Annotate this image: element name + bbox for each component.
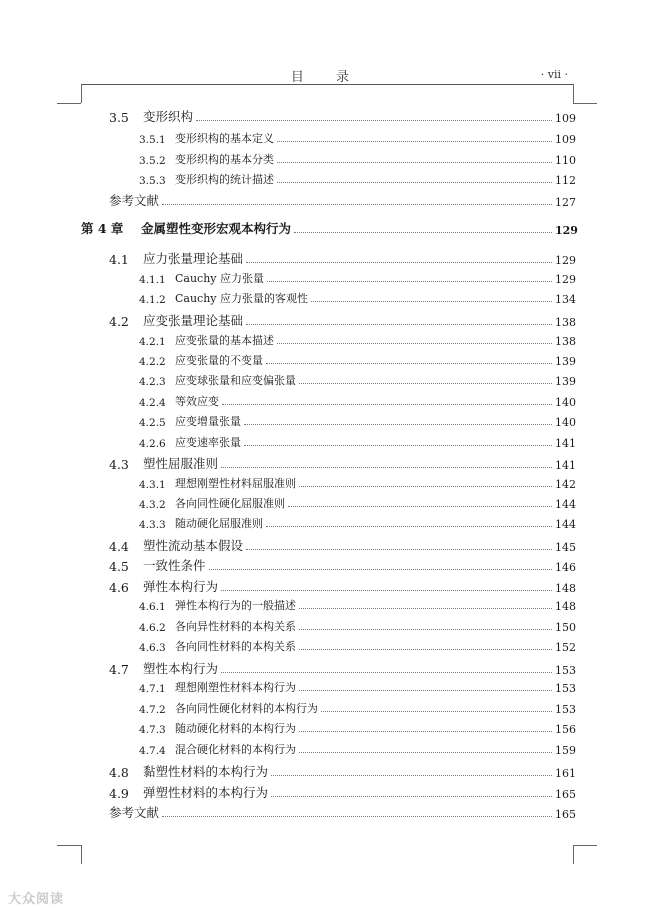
- toc-entry[interactable]: [139, 515, 576, 531]
- toc-entry-title: 应变球张量和应变偏张量: [175, 374, 296, 387]
- dot-leader: [299, 649, 552, 650]
- toc-entry-title: 弹塑性材料的本构行为: [143, 785, 269, 800]
- toc-entry-number: 4.7.2: [139, 704, 166, 716]
- toc-entry[interactable]: [109, 107, 576, 125]
- toc-entry-title: 变形织构的统计描述: [175, 173, 274, 186]
- toc-entry-number: 4.2.1: [139, 336, 166, 348]
- dot-leader: [299, 486, 552, 487]
- toc-entry-title: 变形织构: [143, 109, 194, 124]
- toc-entry-page: 150: [555, 621, 576, 634]
- toc-entry-title: 应变张量的基本描述: [175, 334, 274, 347]
- toc-entry-page: 109: [555, 112, 576, 125]
- toc-entry-page: 148: [555, 582, 576, 595]
- toc-entry-title: 应力张量理论基础: [143, 251, 244, 266]
- dot-leader: [277, 162, 552, 163]
- toc-entry-page: 142: [555, 478, 576, 491]
- toc-entry[interactable]: [139, 270, 576, 286]
- toc-entry-page: 139: [555, 355, 576, 368]
- toc-entry-number: 4.7: [109, 662, 129, 677]
- dot-leader: [196, 120, 552, 121]
- dot-leader: [222, 404, 552, 405]
- toc-entry-title: 黏塑性材料的本构行为: [143, 764, 269, 779]
- toc-entry-title: 各向异性材料的本构关系: [175, 620, 296, 633]
- toc-entry-page: 138: [555, 335, 576, 348]
- dot-leader: [299, 690, 552, 691]
- toc-entry-title: 应变增量张量: [175, 415, 241, 428]
- dot-leader: [246, 549, 552, 550]
- toc-entry-page: 134: [555, 293, 576, 306]
- toc-entry-page: 109: [555, 133, 576, 146]
- toc-entry-number: 4.7.3: [139, 724, 166, 736]
- toc-entry-number: 3.5.2: [139, 155, 166, 167]
- header-rule: [81, 84, 573, 85]
- toc-entry[interactable]: [109, 803, 576, 821]
- toc-entry-page: 153: [555, 664, 576, 677]
- toc-entry-number: 4.1.2: [139, 294, 166, 306]
- toc-entry-page: 153: [555, 682, 576, 695]
- toc-entry-number: 4.7.1: [139, 683, 166, 695]
- toc-entry-title: 理想刚塑性材料屈服准则: [175, 477, 296, 490]
- toc-entry[interactable]: [139, 372, 576, 388]
- toc-entry-page: 159: [555, 744, 576, 757]
- toc-entry-title: 变形织构的基本定义: [175, 132, 274, 145]
- toc-entry-page: 144: [555, 498, 576, 511]
- toc-entry[interactable]: [139, 171, 576, 187]
- toc-entry[interactable]: [109, 249, 576, 267]
- toc-entry-title: 弹性本构行为的一般描述: [175, 599, 296, 612]
- toc-entry-number: 4.6.3: [139, 642, 166, 654]
- toc-entry-page: 144: [555, 518, 576, 531]
- toc-entry[interactable]: [109, 536, 576, 554]
- toc-entry-title: 等效应变: [175, 395, 219, 408]
- crop-mark: [573, 845, 597, 846]
- toc-entry[interactable]: [109, 577, 576, 595]
- toc-entry[interactable]: [139, 720, 576, 736]
- toc-entry[interactable]: [139, 332, 576, 348]
- toc-entry[interactable]: [139, 352, 576, 368]
- toc-entry-page: 141: [555, 437, 576, 450]
- toc-entry-page: 139: [555, 375, 576, 388]
- dot-leader: [246, 262, 552, 263]
- toc-entry-page: 165: [555, 808, 576, 821]
- toc-entry-page: 140: [555, 396, 576, 409]
- toc-entry-page: 129: [555, 273, 576, 286]
- toc-entry-title: 弹性本构行为: [143, 579, 219, 594]
- toc-entry-page: 153: [555, 703, 576, 716]
- toc-entry[interactable]: [139, 290, 576, 306]
- toc-entry-title: 一致性条件: [143, 558, 206, 573]
- toc-entry-page: 140: [555, 416, 576, 429]
- toc-chapter-entry[interactable]: [81, 219, 578, 237]
- dot-leader: [221, 467, 552, 468]
- toc-entry-page: 138: [555, 316, 576, 329]
- toc-entry-number: 4.3.1: [139, 479, 166, 491]
- toc-entry-number: 4.3: [109, 457, 129, 472]
- dot-leader: [271, 796, 552, 797]
- toc-entry-number: 4.6.2: [139, 622, 166, 634]
- toc-entry-number: 3.5.1: [139, 134, 166, 146]
- toc-entry-title: Cauchy 应力张量: [175, 272, 265, 285]
- toc-entry[interactable]: [109, 659, 576, 677]
- toc-entry-number: 4.9: [109, 786, 129, 801]
- header-page-number: · vii ·: [540, 68, 568, 81]
- toc-entry-number: 4.1.1: [139, 274, 166, 286]
- toc-entry[interactable]: [139, 679, 576, 695]
- dot-leader: [271, 775, 552, 776]
- toc-entry-number: 4.4: [109, 539, 129, 554]
- toc-entry-page: 161: [555, 767, 576, 780]
- toc-entry-page: 145: [555, 541, 576, 554]
- toc-entry-page: 148: [555, 600, 576, 613]
- watermark-logo: 大众阅读: [8, 892, 65, 907]
- toc-entry-page: 152: [555, 641, 576, 654]
- toc-entry-number: 4.1: [109, 252, 129, 267]
- toc-entry-number: 4.3.3: [139, 519, 166, 531]
- toc-entry-number: 4.8: [109, 765, 129, 780]
- toc-entry-number: 第 4 章: [81, 221, 124, 236]
- toc-entry-page: 129: [555, 254, 576, 267]
- toc-entry-title: 参考文献: [109, 193, 160, 208]
- toc-entry[interactable]: [139, 130, 576, 146]
- toc-entry-title: 各向同性材料的本构关系: [175, 640, 296, 653]
- dot-leader: [299, 608, 552, 609]
- dot-leader: [267, 281, 552, 282]
- toc-entry-number: 4.6: [109, 580, 129, 595]
- crop-mark: [57, 845, 81, 846]
- toc-entry[interactable]: [109, 783, 576, 801]
- toc-entry-title: 各向同性硬化材料的本构行为: [175, 702, 318, 715]
- toc-entry-page: 112: [555, 174, 576, 187]
- toc-entry[interactable]: [109, 191, 576, 209]
- toc-entry[interactable]: [139, 597, 576, 613]
- toc-entry[interactable]: [139, 413, 576, 429]
- toc-entry-page: 127: [555, 196, 576, 209]
- toc-entry[interactable]: [139, 434, 576, 450]
- toc-entry-title: 金属塑性变形宏观本构行为: [141, 221, 292, 236]
- dot-leader: [299, 752, 552, 753]
- toc-entry-title: 应变速率张量: [175, 436, 241, 449]
- dot-leader: [277, 343, 552, 344]
- dot-leader: [244, 424, 552, 425]
- toc-entry-page: 156: [555, 723, 576, 736]
- toc-entry-number: 4.7.4: [139, 745, 166, 757]
- dot-leader: [244, 445, 552, 446]
- toc-entry-number: 4.6.1: [139, 601, 166, 613]
- toc-entry-title: 理想刚塑性材料本构行为: [175, 681, 296, 694]
- dot-leader: [321, 711, 552, 712]
- toc-entry-title: 变形织构的基本分类: [175, 153, 274, 166]
- dot-leader: [209, 569, 552, 570]
- dot-leader: [299, 383, 552, 384]
- toc-entry-page: 146: [555, 561, 576, 574]
- toc-entry-title: 混合硬化材料的本构行为: [175, 743, 296, 756]
- crop-mark: [57, 103, 81, 104]
- toc-entry-title: 塑性本构行为: [143, 661, 219, 676]
- toc-entry-number: 4.2.2: [139, 356, 166, 368]
- toc-entry-number: 3.5.3: [139, 175, 166, 187]
- dot-leader: [266, 363, 552, 364]
- toc-entry-page: 129: [555, 224, 578, 237]
- crop-mark: [81, 84, 82, 103]
- dot-leader: [299, 629, 552, 630]
- toc-entry-number: 3.5: [109, 110, 129, 125]
- toc-entry-title: 塑性屈服准则: [143, 456, 219, 471]
- toc-entry-title: 应变张量的不变量: [175, 354, 263, 367]
- toc-entry[interactable]: [109, 454, 576, 472]
- dot-leader: [277, 141, 552, 142]
- dot-leader: [221, 590, 552, 591]
- toc-entry-number: 4.3.2: [139, 499, 166, 511]
- toc-entry[interactable]: [109, 311, 576, 329]
- toc-entry-number: 4.2.3: [139, 376, 166, 388]
- crop-mark: [573, 845, 574, 864]
- toc-entry[interactable]: [139, 618, 576, 634]
- toc-entry[interactable]: [139, 638, 576, 654]
- toc-entry-title: 随动硬化材料的本构行为: [175, 722, 296, 735]
- dot-leader: [246, 324, 552, 325]
- toc-entry-title: 参考文献: [109, 805, 160, 820]
- dot-leader: [294, 232, 552, 233]
- toc-entry-title: 塑性流动基本假设: [143, 538, 244, 553]
- crop-mark: [81, 845, 82, 864]
- toc-entry[interactable]: [139, 393, 576, 409]
- toc-entry-number: 4.2: [109, 314, 129, 329]
- crop-mark: [573, 84, 574, 103]
- dot-leader: [311, 301, 552, 302]
- toc-entry-number: 4.5: [109, 559, 129, 574]
- dot-leader: [299, 731, 552, 732]
- toc-entry[interactable]: [139, 700, 576, 716]
- toc-entry-page: 141: [555, 459, 576, 472]
- dot-leader: [266, 526, 552, 527]
- crop-mark: [573, 103, 597, 104]
- dot-leader: [162, 204, 552, 205]
- header-title: 目 录: [290, 70, 364, 85]
- toc-entry[interactable]: [109, 762, 576, 780]
- toc-entry-title: 随动硬化屈服准则: [175, 517, 263, 530]
- toc-entry-title: 各向同性硬化屈服准则: [175, 497, 285, 510]
- dot-leader: [221, 672, 552, 673]
- toc-entry-title: 应变张量理论基础: [143, 313, 244, 328]
- dot-leader: [277, 182, 552, 183]
- toc-entry[interactable]: [139, 475, 576, 491]
- dot-leader: [162, 816, 552, 817]
- toc-entry-page: 110: [555, 154, 576, 167]
- toc-entry-number: 4.2.5: [139, 417, 166, 429]
- toc-entry-number: 4.2.4: [139, 397, 166, 409]
- toc-entry-page: 165: [555, 788, 576, 801]
- toc-entry[interactable]: [139, 495, 576, 511]
- toc-entry[interactable]: [109, 556, 576, 574]
- toc-entry[interactable]: [139, 741, 576, 757]
- toc-entry[interactable]: [139, 151, 576, 167]
- toc-entry-number: 4.2.6: [139, 438, 166, 450]
- dot-leader: [288, 506, 552, 507]
- toc-entry-title: Cauchy 应力张量的客观性: [175, 292, 309, 305]
